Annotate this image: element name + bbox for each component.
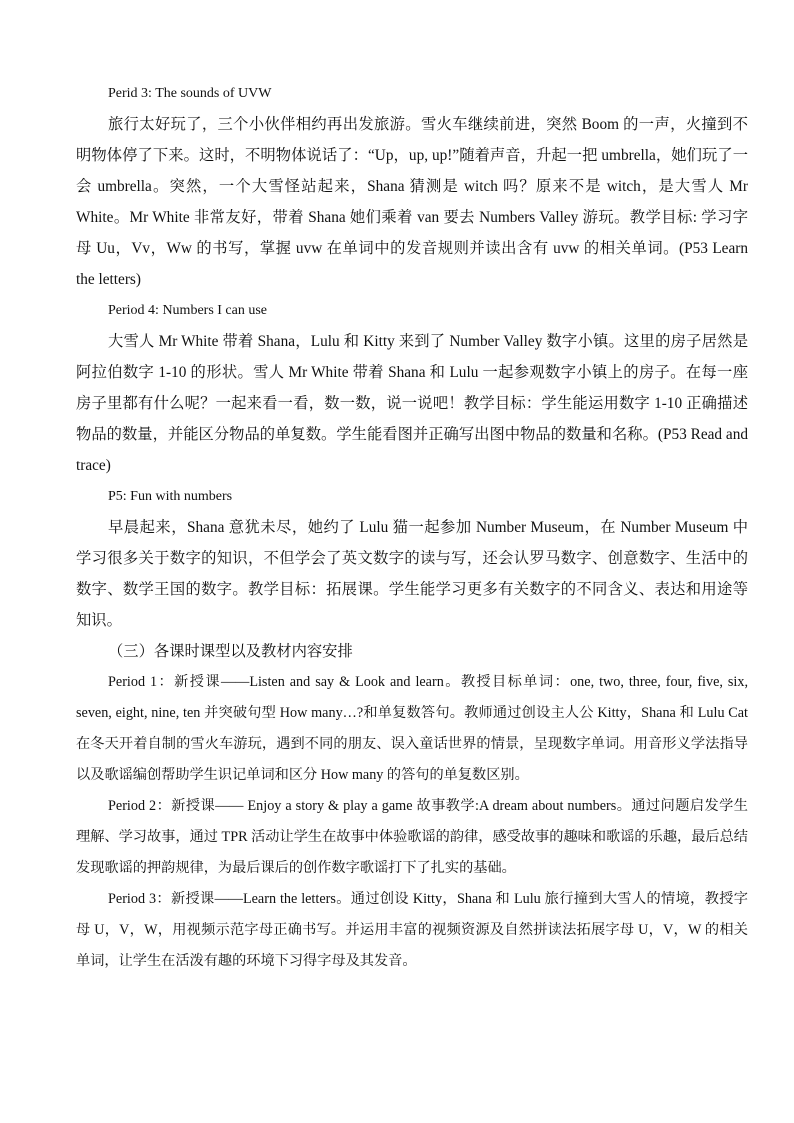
period-4-heading: Period 4: Numbers I can use <box>108 303 268 318</box>
period-5-paragraph: 早晨起来，Shana 意犹未尽，她约了 Lulu 猫一起参加 Number Museum，在 Number Museum 中学习很多关于数字的知识，不但学会了英文数字的读与写，还会认罗马数字、创意数字、生活中的数字、数学王国的数字。教学目标：拓展课。学生能学习更多有关数字的不同含义、表达和用途等知识。 <box>76 519 748 629</box>
document-body <box>76 78 748 977</box>
lesson-period-3-paragraph: Period 3：新授课——Learn the letters。通过创设 Kitty，Shana 和 Lulu 旅行撞到大雪人的情境，教授字母 U，V，W，用视频示范字母正确书写。并运用丰富的视频资源及自然拼读法拓展字母 U，V，W 的相关单词，让学生在活泼有趣的环境下习得字母及其发音。 <box>76 891 748 969</box>
lesson-period-1-paragraph: Period 1：新授课——Listen and say & Look and learn。教授目标单词：one, two, three, four, five, six, seven, eight, nine, ten 并突破句型 How many…?和单复数答句。教师通过创设主人公 Kitty，Shana 和 Lulu Cat 在冬天开着自制的雪火车游玩，遇到不同的朋友、误入童话世界的情景，呈现数字单词。用音形义学法指导以及歌谣编创帮助学生识记单词和区分 How many 的答句的单复数区别。 <box>76 674 748 783</box>
period-4-paragraph: 大雪人 Mr White 带着 Shana，Lulu 和 Kitty 来到了 Number Valley 数字小镇。这里的房子居然是阿拉伯数字 1-10 的形状。雪人 Mr White 带着 Shana 和 Lulu 一起参观数字小镇上的房子。在每一座房子里都有什么呢？一起来看一看，数一数，说一说吧！教学目标：学生能运用数字 1-10 正确描述物品的数量，并能区分物品的单复数。学生能看图并正确写出图中物品的数量和名称。(P53 Read and trace) <box>76 333 748 474</box>
period-5-heading: P5: Fun with numbers <box>108 489 233 504</box>
period-3-paragraph: 旅行太好玩了，三个小伙伴相约再出发旅游。雪火车继续前进，突然 Boom 的一声，火撞到不明物体停了下来。这时，不明物体说话了：“Up，up, up!”随着声音，升起一把 umbrella，她们玩了一会 umbrella。突然，一个大雪怪站起来，Shana 猜测是 witch 吗？原来不是 witch，是大雪人 Mr White。Mr White 非常友好，带着 Shana 她们乘着 van 要去 Numbers Valley 游玩。教学目标: 学习字母 Uu，Vv，Ww 的书写，掌握 uvw 在单词中的发音规则并读出含有 uvw 的相关单词。(P53 Learn the letters) <box>76 116 748 288</box>
section-heading: （三）各课时课型以及教材内容安排 <box>108 643 353 660</box>
period-3-heading: Perid 3: The sounds of UVW <box>108 86 272 101</box>
lesson-period-2-paragraph: Period 2：新授课—— Enjoy a story & play a game 故事教学:A dream about numbers。通过问题启发学生理解、学习故事，通过 TPR 活动让学生在故事中体验歌谣的韵律，感受故事的趣味和歌谣的乐趣，最后总结发现歌谣的押韵规律，为最后课后的创作数字歌谣打下了扎实的基础。 <box>76 798 748 876</box>
